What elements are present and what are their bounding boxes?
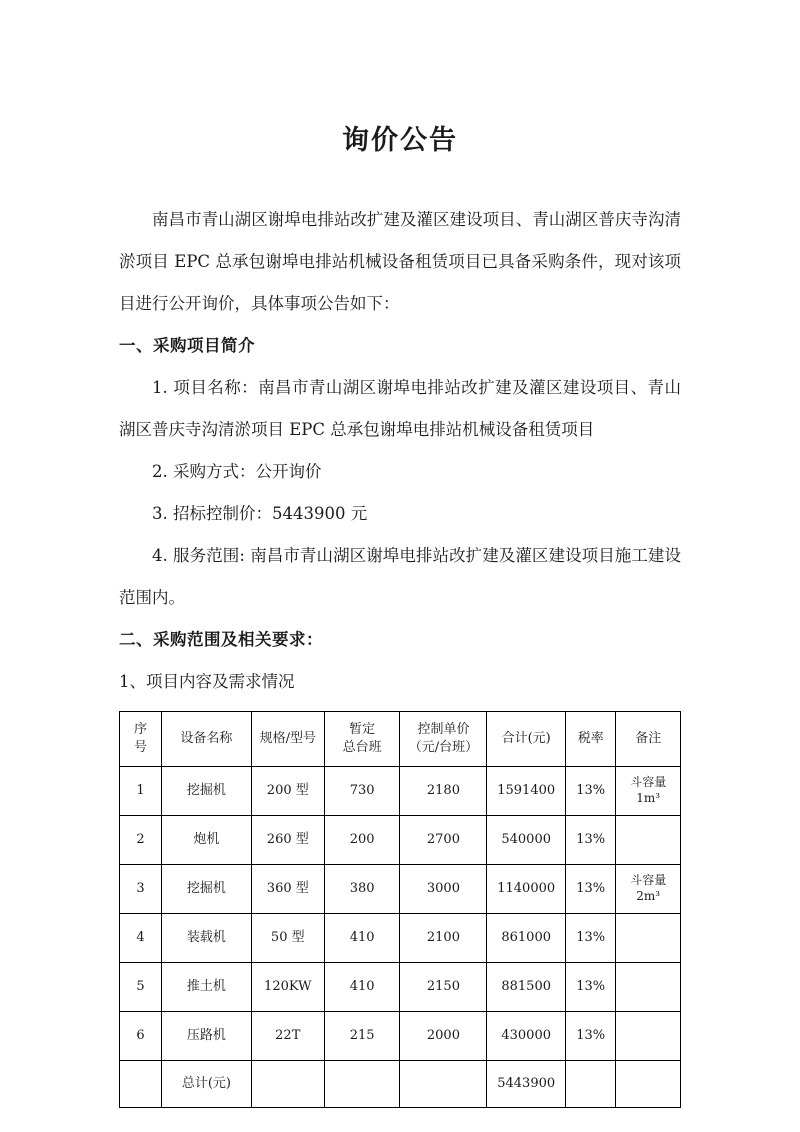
total-empty-seq xyxy=(120,1061,162,1108)
column-header-shift-line2: 总台班 xyxy=(342,740,382,755)
cell-remark: 斗容量 1m³ xyxy=(616,767,681,816)
column-header-seq xyxy=(120,712,162,767)
section-1-item-3: 3. 招标控制价：5443900 元 xyxy=(152,504,368,523)
cell-model: 22T xyxy=(251,1012,324,1061)
section-1-heading: 一、采购项目简介 xyxy=(119,336,255,355)
section-1-item-4: 4. 服务范围: 南昌市青山湖区谢埠电排站改扩建及灌区建设项目施工建设范围内。 xyxy=(119,546,681,607)
table-row xyxy=(120,865,681,914)
table-row xyxy=(120,816,681,865)
cell-name: 装载机 xyxy=(162,914,252,963)
total-empty-remark xyxy=(616,1061,681,1108)
table-header-row xyxy=(120,712,681,767)
cell-tax: 13% xyxy=(565,816,615,865)
section-2-heading: 二、采购范围及相关要求： xyxy=(119,630,323,649)
cell-remark xyxy=(616,914,681,963)
cell-seq: 1 xyxy=(120,767,162,816)
cell-model: 260 型 xyxy=(251,816,324,865)
cell-shift: 380 xyxy=(324,865,400,914)
intro-paragraph: 南昌市青山湖区谢埠电排站改扩建及灌区建设项目、青山湖区普庆寺沟清淤项目 EPC 总承包谢埠电排站机械设备租赁项目已具备采购条件，现对该项目进行公开询价，具体事项公告如下： xyxy=(119,210,681,313)
column-header-price-line2: （元/台班） xyxy=(408,740,479,755)
page-title: 询价公告 xyxy=(342,125,458,156)
cell-seq: 2 xyxy=(120,816,162,865)
column-header-price-line1: 控制单价 xyxy=(417,722,470,738)
table-row xyxy=(120,914,681,963)
cell-model: 200 型 xyxy=(251,767,324,816)
cell-name: 挖掘机 xyxy=(162,865,252,914)
cell-remark: 斗容量 2m³ xyxy=(616,865,681,914)
column-header-shift xyxy=(324,712,400,767)
cell-sum: 881500 xyxy=(487,963,566,1012)
cell-sum: 1591400 xyxy=(487,767,566,816)
cell-tax: 13% xyxy=(565,914,615,963)
cell-price: 2150 xyxy=(400,963,487,1012)
cell-tax: 13% xyxy=(565,1012,615,1061)
cell-shift: 215 xyxy=(324,1012,400,1061)
column-header-sum: 合计(元) xyxy=(487,712,566,767)
cell-name: 炮机 xyxy=(162,816,252,865)
cell-model: 120KW xyxy=(251,963,324,1012)
cell-remark xyxy=(616,816,681,865)
cell-name: 推土机 xyxy=(162,963,252,1012)
cell-model: 50 型 xyxy=(251,914,324,963)
cell-sum: 861000 xyxy=(487,914,566,963)
table-total-row xyxy=(120,1061,681,1108)
cell-remark xyxy=(616,963,681,1012)
cell-shift: 730 xyxy=(324,767,400,816)
cell-price: 2100 xyxy=(400,914,487,963)
table-footer xyxy=(120,1061,681,1108)
equipment-table-container xyxy=(119,711,681,1108)
cell-seq: 5 xyxy=(120,963,162,1012)
total-sum: 5443900 xyxy=(487,1061,566,1108)
cell-price: 2000 xyxy=(400,1012,487,1061)
column-header-tax: 税率 xyxy=(565,712,615,767)
section-2-sub-1: 1、项目内容及需求情况 xyxy=(119,672,295,691)
cell-shift: 410 xyxy=(324,963,400,1012)
column-header-seq-line2: 号 xyxy=(134,740,148,755)
cell-tax: 13% xyxy=(565,767,615,816)
section-1-item-1: 1. 项目名称：南昌市青山湖区谢埠电排站改扩建及灌区建设项目、青山湖区普庆寺沟清淤项目 EPC 总承包谢埠电排站机械设备租赁项目 xyxy=(119,378,681,439)
cell-seq: 3 xyxy=(120,865,162,914)
cell-shift: 200 xyxy=(324,816,400,865)
column-header-price xyxy=(400,712,487,767)
cell-shift: 410 xyxy=(324,914,400,963)
section-1-item-2: 2. 采购方式：公开询价 xyxy=(152,462,322,481)
equipment-table xyxy=(119,711,681,1108)
total-empty-model xyxy=(251,1061,324,1108)
cell-sum: 540000 xyxy=(487,816,566,865)
cell-price: 2700 xyxy=(400,816,487,865)
table-row xyxy=(120,963,681,1012)
column-header-name: 设备名称 xyxy=(162,712,252,767)
total-empty-tax xyxy=(565,1061,615,1108)
table-body xyxy=(120,767,681,1061)
column-header-model: 规格/型号 xyxy=(251,712,324,767)
total-empty-price xyxy=(400,1061,487,1108)
table-row xyxy=(120,767,681,816)
cell-price: 3000 xyxy=(400,865,487,914)
column-header-shift-line1: 暂定 xyxy=(349,722,376,738)
column-header-seq-line1: 序 xyxy=(134,722,148,738)
total-empty-shift xyxy=(324,1061,400,1108)
cell-name: 挖掘机 xyxy=(162,767,252,816)
table-header xyxy=(120,712,681,767)
column-header-remark: 备注 xyxy=(616,712,681,767)
total-label: 总计(元) xyxy=(162,1061,252,1108)
document-body xyxy=(119,157,681,703)
cell-seq: 4 xyxy=(120,914,162,963)
cell-model: 360 型 xyxy=(251,865,324,914)
cell-sum: 430000 xyxy=(487,1012,566,1061)
table-row xyxy=(120,1012,681,1061)
cell-price: 2180 xyxy=(400,767,487,816)
cell-tax: 13% xyxy=(565,963,615,1012)
cell-sum: 1140000 xyxy=(487,865,566,914)
cell-remark xyxy=(616,1012,681,1061)
cell-name: 压路机 xyxy=(162,1012,252,1061)
cell-tax: 13% xyxy=(565,865,615,914)
cell-seq: 6 xyxy=(120,1012,162,1061)
